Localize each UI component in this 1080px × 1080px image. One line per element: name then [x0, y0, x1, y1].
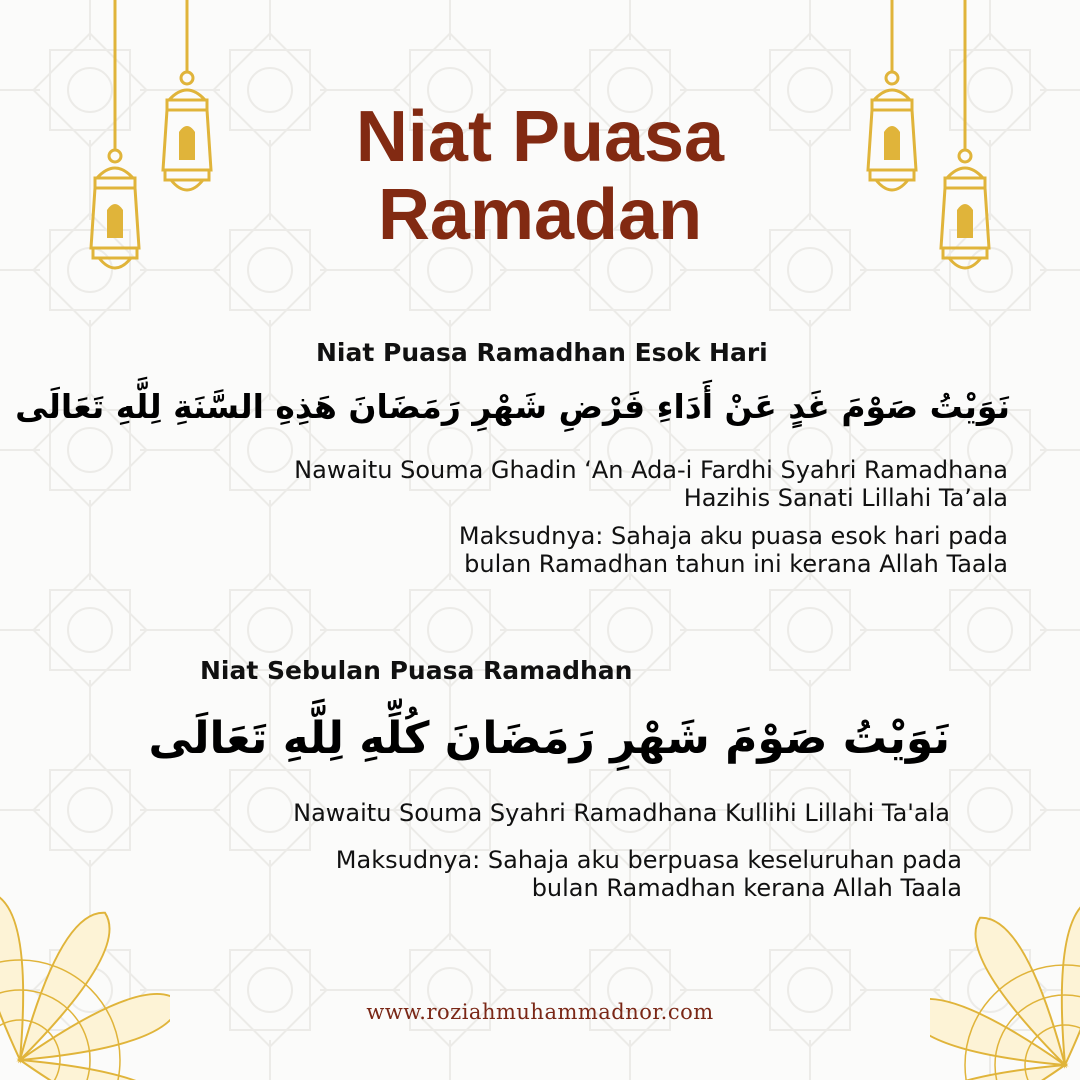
section1-transliteration-line2: Hazihis Sanati Lillahi Ta’ala [683, 484, 1008, 512]
page-title [0, 98, 1080, 254]
section2-heading: Niat Sebulan Puasa Ramadhan [200, 656, 633, 685]
section1-meaning-line2: bulan Ramadhan tahun ini kerana Allah Taala [464, 550, 1008, 578]
section1-meaning-line1: Maksudnya: Sahaja aku puasa esok hari pada [458, 522, 1008, 550]
section1-arabic-text: نَوَيْتُ صَوْمَ غَدٍ عَنْ أَدَاءِ فَرْضِ شَهْرِ رَمَضَانَ هَذِهِ السَّنَةِ لِلَّهِ تَعَالَى [15, 387, 1010, 426]
section2-meaning-line1: Maksudnya: Sahaja aku berpuasa keseluruhan pada [335, 846, 962, 874]
section1-meaning [108, 522, 1008, 578]
title-line-1: Niat Puasa [355, 97, 725, 177]
section2-transliteration-line: Nawaitu Souma Syahri Ramadhana Kullihi Lillahi Ta'ala [293, 799, 950, 827]
mandala-ornament-icon [0, 880, 170, 1080]
mandala-ornament-icon [930, 890, 1080, 1080]
section1-transliteration-line1: Nawaitu Souma Ghadin ‘An Ada-i Fardhi Syahri Ramadhana [294, 456, 1008, 484]
title-line-2: Ramadan [377, 175, 703, 255]
section2-meaning-line2: bulan Ramadhan kerana Allah Taala [531, 874, 962, 902]
section2-meaning [62, 846, 962, 902]
section1-heading: Niat Puasa Ramadhan Esok Hari [316, 338, 768, 367]
section1-transliteration [108, 456, 1008, 512]
section2-transliteration [50, 799, 950, 827]
section2-arabic-text: نَوَيْتُ صَوْمَ شَهْرِ رَمَضَانَ كُلِّهِ لِلَّهِ تَعَالَى [148, 713, 950, 764]
website-link[interactable]: www.roziahmuhammadnor.com [366, 1000, 714, 1024]
